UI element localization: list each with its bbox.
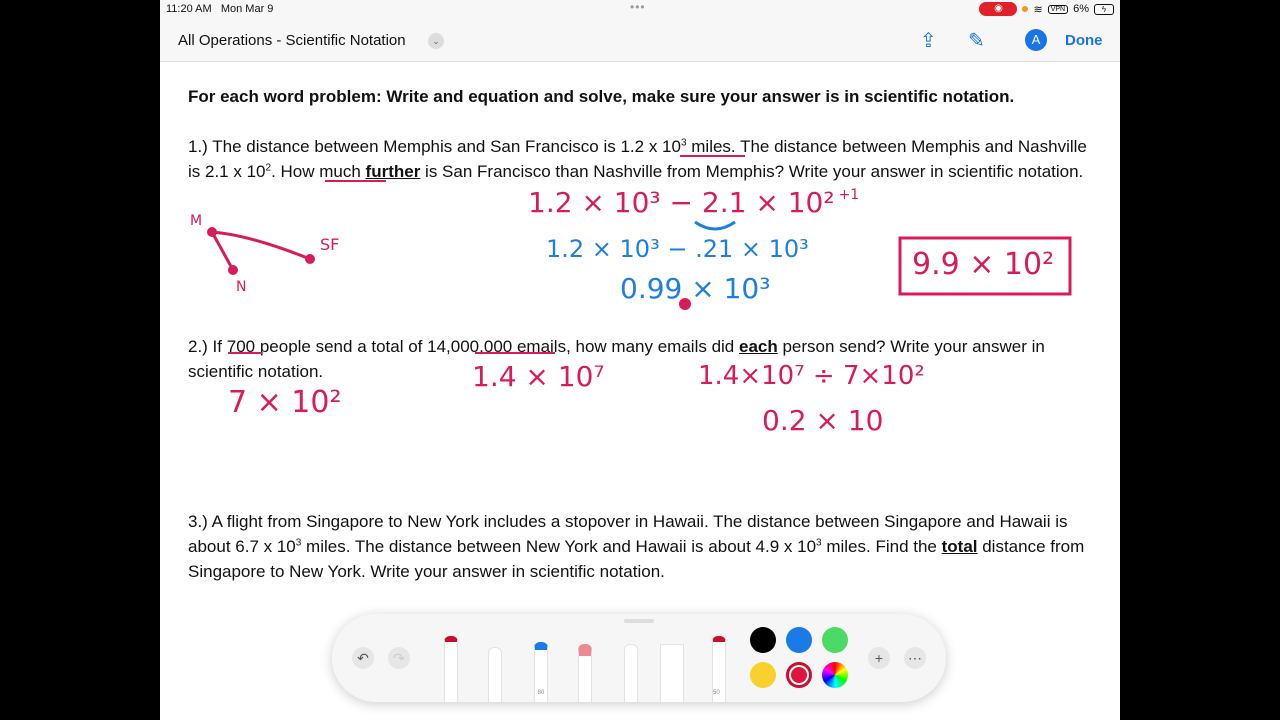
toolbar-grabber[interactable] [624, 619, 654, 623]
pen-tool[interactable] [444, 636, 458, 702]
work-eq2: 1.2 × 10³ − .21 × 10³ [546, 235, 809, 263]
document-title[interactable]: All Operations - Scientific Notation [178, 32, 406, 49]
color-blue[interactable] [786, 627, 812, 653]
ipad-screen [160, 0, 1120, 720]
label-m: M [190, 213, 203, 229]
vpn-icon: VPN [1048, 5, 1068, 14]
color-red-selected[interactable] [786, 662, 812, 688]
battery-percent: 6% [1073, 3, 1089, 15]
ink-strokes [160, 0, 1120, 720]
work-plus1: +1 [838, 187, 860, 203]
work-q2a: 7 × 10² [228, 385, 342, 420]
chevron-down-icon[interactable]: ⌄ [428, 33, 444, 49]
lasso-tool[interactable] [624, 644, 638, 702]
question-3: 3.) A flight from Singapore to New York includes a stopover in Hawaii. The distance between Singapore and Hawaii is about 6.7 x $10^3$ miles. The distance between New York and Hawaii is about 4.9 x $10^3$ miles. Find the total distance from Singapore to New York. Write your answer in scientific notation. [188, 512, 1085, 581]
ruler-tool[interactable] [660, 644, 684, 702]
question-1: 1.) The distance between Memphis and San Francisco is 1.2 x $10^3$ miles. The distance between Memphis and Nashville is 2.1 x $10^2$. How much further is San Francisco than Nashville from Memphis? Write your answer in scientific notation. [188, 137, 1087, 181]
work-q2d: 0.2 × 10 [762, 404, 884, 437]
work-q2c: 1.4×10⁷ ÷ 7×10² [698, 361, 925, 391]
done-button[interactable]: Done [1065, 32, 1103, 49]
color-yellow[interactable] [750, 662, 776, 688]
label-sf: SF [320, 235, 340, 254]
work-q2b: 1.4 × 10⁷ [472, 360, 605, 393]
answer-1: 9.9 × 10² [912, 247, 1055, 282]
work-eq1-row [528, 188, 859, 219]
markup-pen-icon[interactable]: A [1025, 29, 1047, 51]
fineliner-tool[interactable] [488, 647, 502, 702]
color-picker[interactable] [822, 662, 848, 688]
add-icon[interactable]: + [868, 647, 890, 669]
more-icon[interactable]: ⋯ [904, 647, 926, 669]
multitask-dots[interactable]: ••• [630, 0, 646, 14]
label-n: N [236, 279, 247, 295]
color-green[interactable] [822, 627, 848, 653]
redo-icon[interactable]: ↷ [388, 647, 410, 669]
battery-icon: ϟ [1094, 4, 1114, 15]
screen-recording-icon[interactable]: ◉ [979, 2, 1017, 16]
annotate-icon[interactable]: ✎ [968, 30, 985, 52]
wifi-icon: ≋ [1033, 3, 1043, 16]
highlighter-tool[interactable]: 80 [534, 642, 548, 702]
eraser-tool[interactable] [578, 644, 592, 702]
status-time: 11:20 AM Mon Mar 9 [166, 3, 274, 15]
crayon-tool[interactable]: 50 [712, 636, 726, 702]
markup-toolbar [332, 614, 946, 702]
instructions: For each word problem: Write and equation and solve, make sure your answer is in scientific notation. [188, 87, 1015, 106]
work-eq1: 1.2 × 10³ − 2.1 × 10² [528, 186, 835, 219]
question-2: 2.) If 700 people send a total of 14,000,000 emails, how many emails did each person send? Write your answer in scientific notation. [188, 337, 1045, 381]
share-icon[interactable]: ⇪ [920, 30, 937, 52]
work-eq3: 0.99 × 10³ [620, 272, 771, 305]
color-black[interactable] [750, 627, 776, 653]
undo-icon[interactable]: ↶ [352, 647, 374, 669]
